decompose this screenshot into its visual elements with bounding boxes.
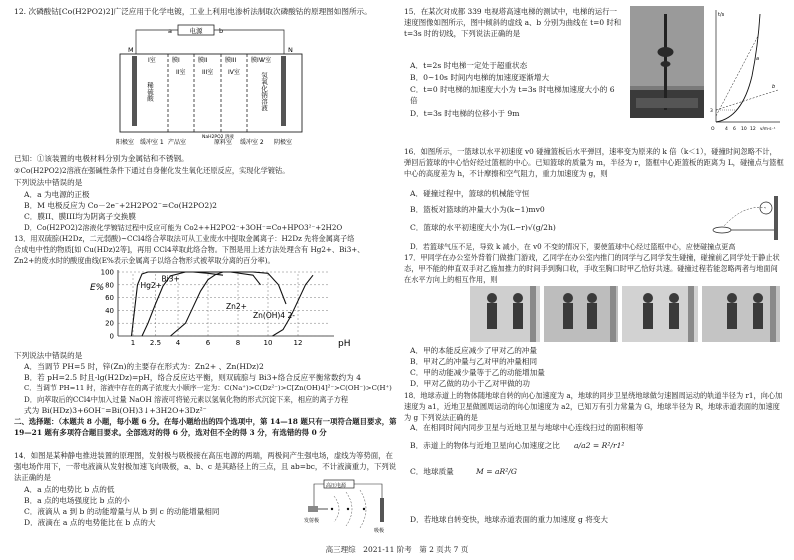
q13-stem-1: 13．用双硫腙(H2Dz，二元弱酸)~CCl4络合萃取法可从工业废水中提取金属离子：H2Dz 先将金属离子络 bbox=[14, 234, 355, 243]
chart-x-tick-label: 10 bbox=[263, 339, 273, 347]
acidity-curve-chart bbox=[88, 266, 358, 348]
basketball-diagram bbox=[704, 196, 784, 244]
membrane-2-label: 膜II bbox=[198, 57, 208, 64]
electrostatic-thruster-diagram bbox=[304, 478, 396, 538]
q12-stem: 12. 次磷酸钴[Co(H2PO2)2]广泛应用于化学电镀，工业上利用电渗析法制取次磷酸钴的原理图如图所示。 bbox=[14, 7, 372, 16]
chart-series-label: Hg2+ bbox=[140, 281, 162, 290]
q12-option-b: B．M 电极反应为 Co－2e⁻+2H2PO2⁻=Co(H2PO2)2 bbox=[24, 201, 217, 210]
q15-option-a: A．t=2s 时电梯一定处于超重状态 bbox=[410, 61, 528, 70]
chart-series-label: Zn2+ bbox=[226, 302, 247, 312]
q16-option-c: C．篮球的水平初速度大小为(L−r)√(g/2h) bbox=[410, 223, 556, 232]
tv-tower-photo bbox=[630, 6, 704, 118]
electrodialysis-diagram bbox=[106, 22, 326, 146]
electrode-n: N bbox=[288, 46, 293, 54]
right-solution-label: 氢氧化钠溶液 bbox=[260, 72, 268, 111]
cathode-plate bbox=[281, 56, 286, 126]
q16-option-b: B．篮板对篮球的冲量大小为(k−1)mv0 bbox=[410, 205, 545, 214]
graph-tick-4: 4 bbox=[725, 127, 728, 130]
q12-ask: 下列说法中错误的是 bbox=[14, 178, 83, 187]
graph-origin: O bbox=[711, 127, 715, 130]
q14-option-a: A．a 点的电势比 b 点的低 bbox=[24, 485, 115, 494]
q14-option-d: D．液滴在 a 点的电势能比在 b 点的大 bbox=[24, 518, 156, 527]
left-column bbox=[14, 0, 399, 540]
section2-title: 二、选择题：（本题共 8 小题，每小题 6 分。在每小题给出的四个选项中，第 14—18 题只有一项符合题目要求，第 19—21 题有多项符合题目要求。全部选对的得 6 分，选对但不全的得 3 分，有选错的得 0 分 bbox=[14, 417, 397, 437]
tangent-a-label: a bbox=[756, 56, 760, 62]
q16-option-d: D．若篮球气压不足，导致 k 减小，在 v0 不变的情况下，要使篮球中心经过篮框中心，应使碰撞点更高 bbox=[410, 242, 736, 251]
q15-stem: 15．在某次对成都 339 电视塔高速电梯的测试中，电梯的运行一速度图像如图所示，图中倾斜的虚线 a、b 分别为曲线在 t=0 时和 t=3s 时的切线，下列说法正确的是 bbox=[404, 7, 622, 38]
chart-series-label: Zn(OH)4 2- bbox=[253, 311, 295, 321]
power-label: 电源 bbox=[189, 27, 203, 35]
chart-x-tick-label: 1 bbox=[130, 339, 136, 347]
electrode-m: M bbox=[128, 46, 134, 54]
q16-stem: 16．如图所示，一篮球以水平初速度 v0 碰撞篮板后水平弹回，速率变为原来的 k 倍（k＜1），碰撞时间忽略不计，弹回后篮球的中心恰好经过篮框的中心。已知篮球的质量为 m，半径为 r，篮框中心距篮板的距离为 L，碰撞点与篮框中心的高度差为 h，不计摩擦和空气阻力，重力加速度为 g，则 bbox=[404, 147, 784, 179]
q13-stem-3: Zn2+的废水时的酸度曲线(E%表示金属离子以络合物形式被萃取分离的百分率)。 bbox=[14, 256, 275, 265]
graph-v-axis: v/m·s⁻¹ bbox=[760, 126, 776, 130]
bottom-label-anode: 阳极室 bbox=[116, 139, 135, 146]
q17-stem: 17．甲同学在办公室外背着门做推门游戏，乙同学在办公室内推门的同学与乙同学发生碰撞，碰撞前乙同学处于静止状态，甲不能的伸直双手对乙施加推力的时间手到胸口收，手收至胸口时甲乙恰好共速。碰撞过程若能忽略两者与地面间在水平方向上的相互作用，则 bbox=[404, 253, 780, 284]
membrane-3-label: 膜III bbox=[225, 57, 237, 64]
q13-option-b: B．若 pH=2.5 时且-lg(H2Dz)=pH，络合反应达平衡，则双硫腙与 Bi3+络合反应平衡常数约为 4 bbox=[24, 373, 361, 382]
graph-y-3: 3 bbox=[710, 109, 713, 114]
q12-option-c: C．膜II、膜III均为阴离子交换膜 bbox=[24, 212, 136, 221]
graph-tick-12: 12 bbox=[750, 127, 756, 130]
bottom-label-buffer1: 缓冲室 1 bbox=[140, 139, 164, 146]
graph-tick-6: 6 bbox=[733, 127, 736, 130]
chart-x-tick-label: 6 bbox=[205, 339, 211, 347]
chamber-3-label: III室 bbox=[202, 69, 214, 76]
q14-option-c: C．液滴从 a 到 b 的动能增量与从 b 到 c 的动能增量相同 bbox=[24, 507, 220, 516]
q17-option-b: B．甲对乙的冲量与乙对甲的冲量相同 bbox=[410, 357, 538, 366]
chart-y-tick-label: 80 bbox=[105, 281, 114, 290]
q12-known-2: ②Co(H2PO2)2溶液在强碱性条件下通过自身催化发生氧化还原反应，实现化学镀钴。 bbox=[14, 166, 290, 175]
bottom-label-cathode: 阴极室 bbox=[274, 139, 293, 146]
graph-t-axis: t/s bbox=[718, 12, 725, 18]
chamber-1-label: I室 bbox=[148, 57, 156, 64]
chart-x-tick-label: 4 bbox=[175, 339, 181, 347]
q15-option-b: B．0~10s 时间内电梯的加速度逐渐增大 bbox=[410, 73, 550, 82]
bottom-label-nah2po2: NaH2PO2 溶液 bbox=[202, 135, 234, 140]
q16-option-a: A．碰撞过程中，篮球的机械能守恒 bbox=[410, 189, 530, 198]
left-solution-label: 稀硫酸 bbox=[146, 82, 154, 102]
membrane-4-label: 膜IV bbox=[251, 57, 263, 64]
q12-option-d: D．Co(H2PO2)2溶液化学镀钴过程中反应可能为 Co2++H2PO2⁻+3OH⁻=Co+HPO3²⁻+2H2O bbox=[24, 223, 343, 232]
q18-formula-c: M = aR²/G bbox=[476, 467, 517, 476]
q13-stem-2: 合成电中性的物质[如 Cu(HDz)2等]，再用 CCl4萃取此络合物。下图是用上述方法处理含有 Hg2+、Bi3+、 bbox=[14, 245, 365, 254]
chart-x-tick-label: 2.5 bbox=[149, 339, 162, 347]
chamber-4-label: IV室 bbox=[228, 69, 240, 76]
q14-stem: 14．如图是某种静电推进装置的原理图，发射极与吸极接在高压电源的两端，两极间产生强电场，虚线为等势面，在强电场作用下，一带电液滴从发射极加速飞向吸极，a、b、c 是其路径上的三点，且 ab=bc，不计液滴重力，下列说法正确的是 bbox=[14, 451, 397, 482]
membrane-1-label: 膜I bbox=[172, 57, 180, 64]
q18-stem: 18．地球赤道上的物体随地球自转的向心加速度为 a，地球的同步卫星绕地球做匀速圆周运动的轨道半径为 r1，向心加速度为 a1，近地卫星做圆周运动的向心加速度为 a2，已知万有引力常量为 G，地球半径为 R，地球赤道表面的加速度为 g 下列说法正确的是 bbox=[404, 391, 783, 422]
q12-known-1: 已知：①该装置的电极材料分别为金属钴和不锈钢。 bbox=[14, 154, 189, 163]
terminal-b: b bbox=[219, 27, 224, 35]
q14-option-b: B．a 点的电场强度比 b 点的小 bbox=[24, 496, 130, 505]
q18-option-c: C．地球质量 bbox=[410, 467, 454, 476]
q12-option-a: A．a 为电源的正极 bbox=[24, 190, 90, 199]
q18-option-d: D．若地球自转变快，地球赤道表面的重力加速度 g 将变大 bbox=[410, 515, 609, 524]
chart-series-label: Bi3+ bbox=[161, 274, 180, 284]
q13-ask: 下列说法中错误的是 bbox=[14, 351, 83, 360]
terminal-a: a bbox=[168, 27, 172, 35]
q18-option-b: B．赤道上的物体与近地卫星向心加速度之比 bbox=[410, 441, 560, 450]
chart-y-tick-label: 100 bbox=[100, 268, 114, 277]
anode-plate bbox=[132, 56, 137, 126]
q13-option-a: A．当调节 PH=5 时，锌(Zn)的主要存在形式为：Zn2+ 、Zn(HDz)2 bbox=[24, 362, 264, 371]
chart-y-tick-label: 0 bbox=[109, 332, 114, 341]
q13-option-d-cont: 式为 Bi(HDz)3+6OH⁻=Bi(OH)3↓+3H2O+3Dz²⁻ bbox=[24, 406, 207, 415]
velocity-time-graph bbox=[708, 6, 784, 130]
q18-option-a: A．在相同时间内同步卫星与近地卫星与地球中心连线扫过的面积相等 bbox=[410, 423, 644, 432]
door-push-photos bbox=[470, 286, 780, 342]
q17-option-a: A．甲的本能反应减少了甲对乙的冲量 bbox=[410, 346, 537, 355]
chamber-5-label: V室 bbox=[261, 57, 272, 64]
page-footer: 高三理综 2021-11 阶考 第 2 页共 7 页 bbox=[325, 545, 469, 554]
q15-option-c: C．t=0 时电梯的加速度大小为 t=3s 时电梯加速度大小的 6 倍 bbox=[410, 85, 615, 105]
chart-ylabel: E% bbox=[90, 283, 105, 293]
chart-y-tick-label: 20 bbox=[105, 319, 114, 328]
bottom-label-feed: 原料室 bbox=[214, 139, 233, 146]
q15-option-d: D．t=3s 时电梯的位移小于 9m bbox=[410, 109, 520, 118]
tangent-b-label: b bbox=[772, 84, 776, 90]
right-column bbox=[404, 0, 784, 540]
bottom-label-product: 产品室 bbox=[168, 139, 187, 146]
q17-option-c: C．甲的动能减少量等于乙的动能增加量 bbox=[410, 368, 545, 377]
chart-xlabel: pH bbox=[338, 339, 351, 348]
q18-formula-b: a/a2 = R²/r1² bbox=[574, 441, 625, 450]
bottom-label-buffer2: 缓冲室 2 bbox=[240, 139, 264, 146]
chart-x-tick-label: 12 bbox=[293, 339, 303, 347]
emitter-label: 发射极 bbox=[304, 518, 320, 524]
chart-y-tick-label: 60 bbox=[105, 294, 114, 303]
chart-x-tick-label: 8 bbox=[235, 339, 241, 347]
q13-option-c: C．当调节 PH=11 时，溶液中存在的离子浓度大小顺序一定为：C(Na⁺)>C(Dz²⁻)>C[Zn(OH)4]²⁻>C(OH⁻)>C(H⁺) bbox=[24, 384, 392, 392]
chamber-2-label: II室 bbox=[176, 69, 186, 76]
hv-label: 高压电源 bbox=[326, 483, 347, 489]
chart-y-tick-label: 40 bbox=[105, 306, 114, 315]
q13-option-d: D．向萃取后的CCl4中加入过量 NaOH 溶液可将铋元素以氢氧化物的形式沉淀下来，相应的离子方程 bbox=[24, 395, 349, 404]
q17-option-d: D．甲对乙做的功小于乙对甲做的功 bbox=[410, 379, 530, 388]
absorber-label: 吸极 bbox=[374, 528, 385, 534]
graph-tick-10: 10 bbox=[741, 127, 747, 130]
